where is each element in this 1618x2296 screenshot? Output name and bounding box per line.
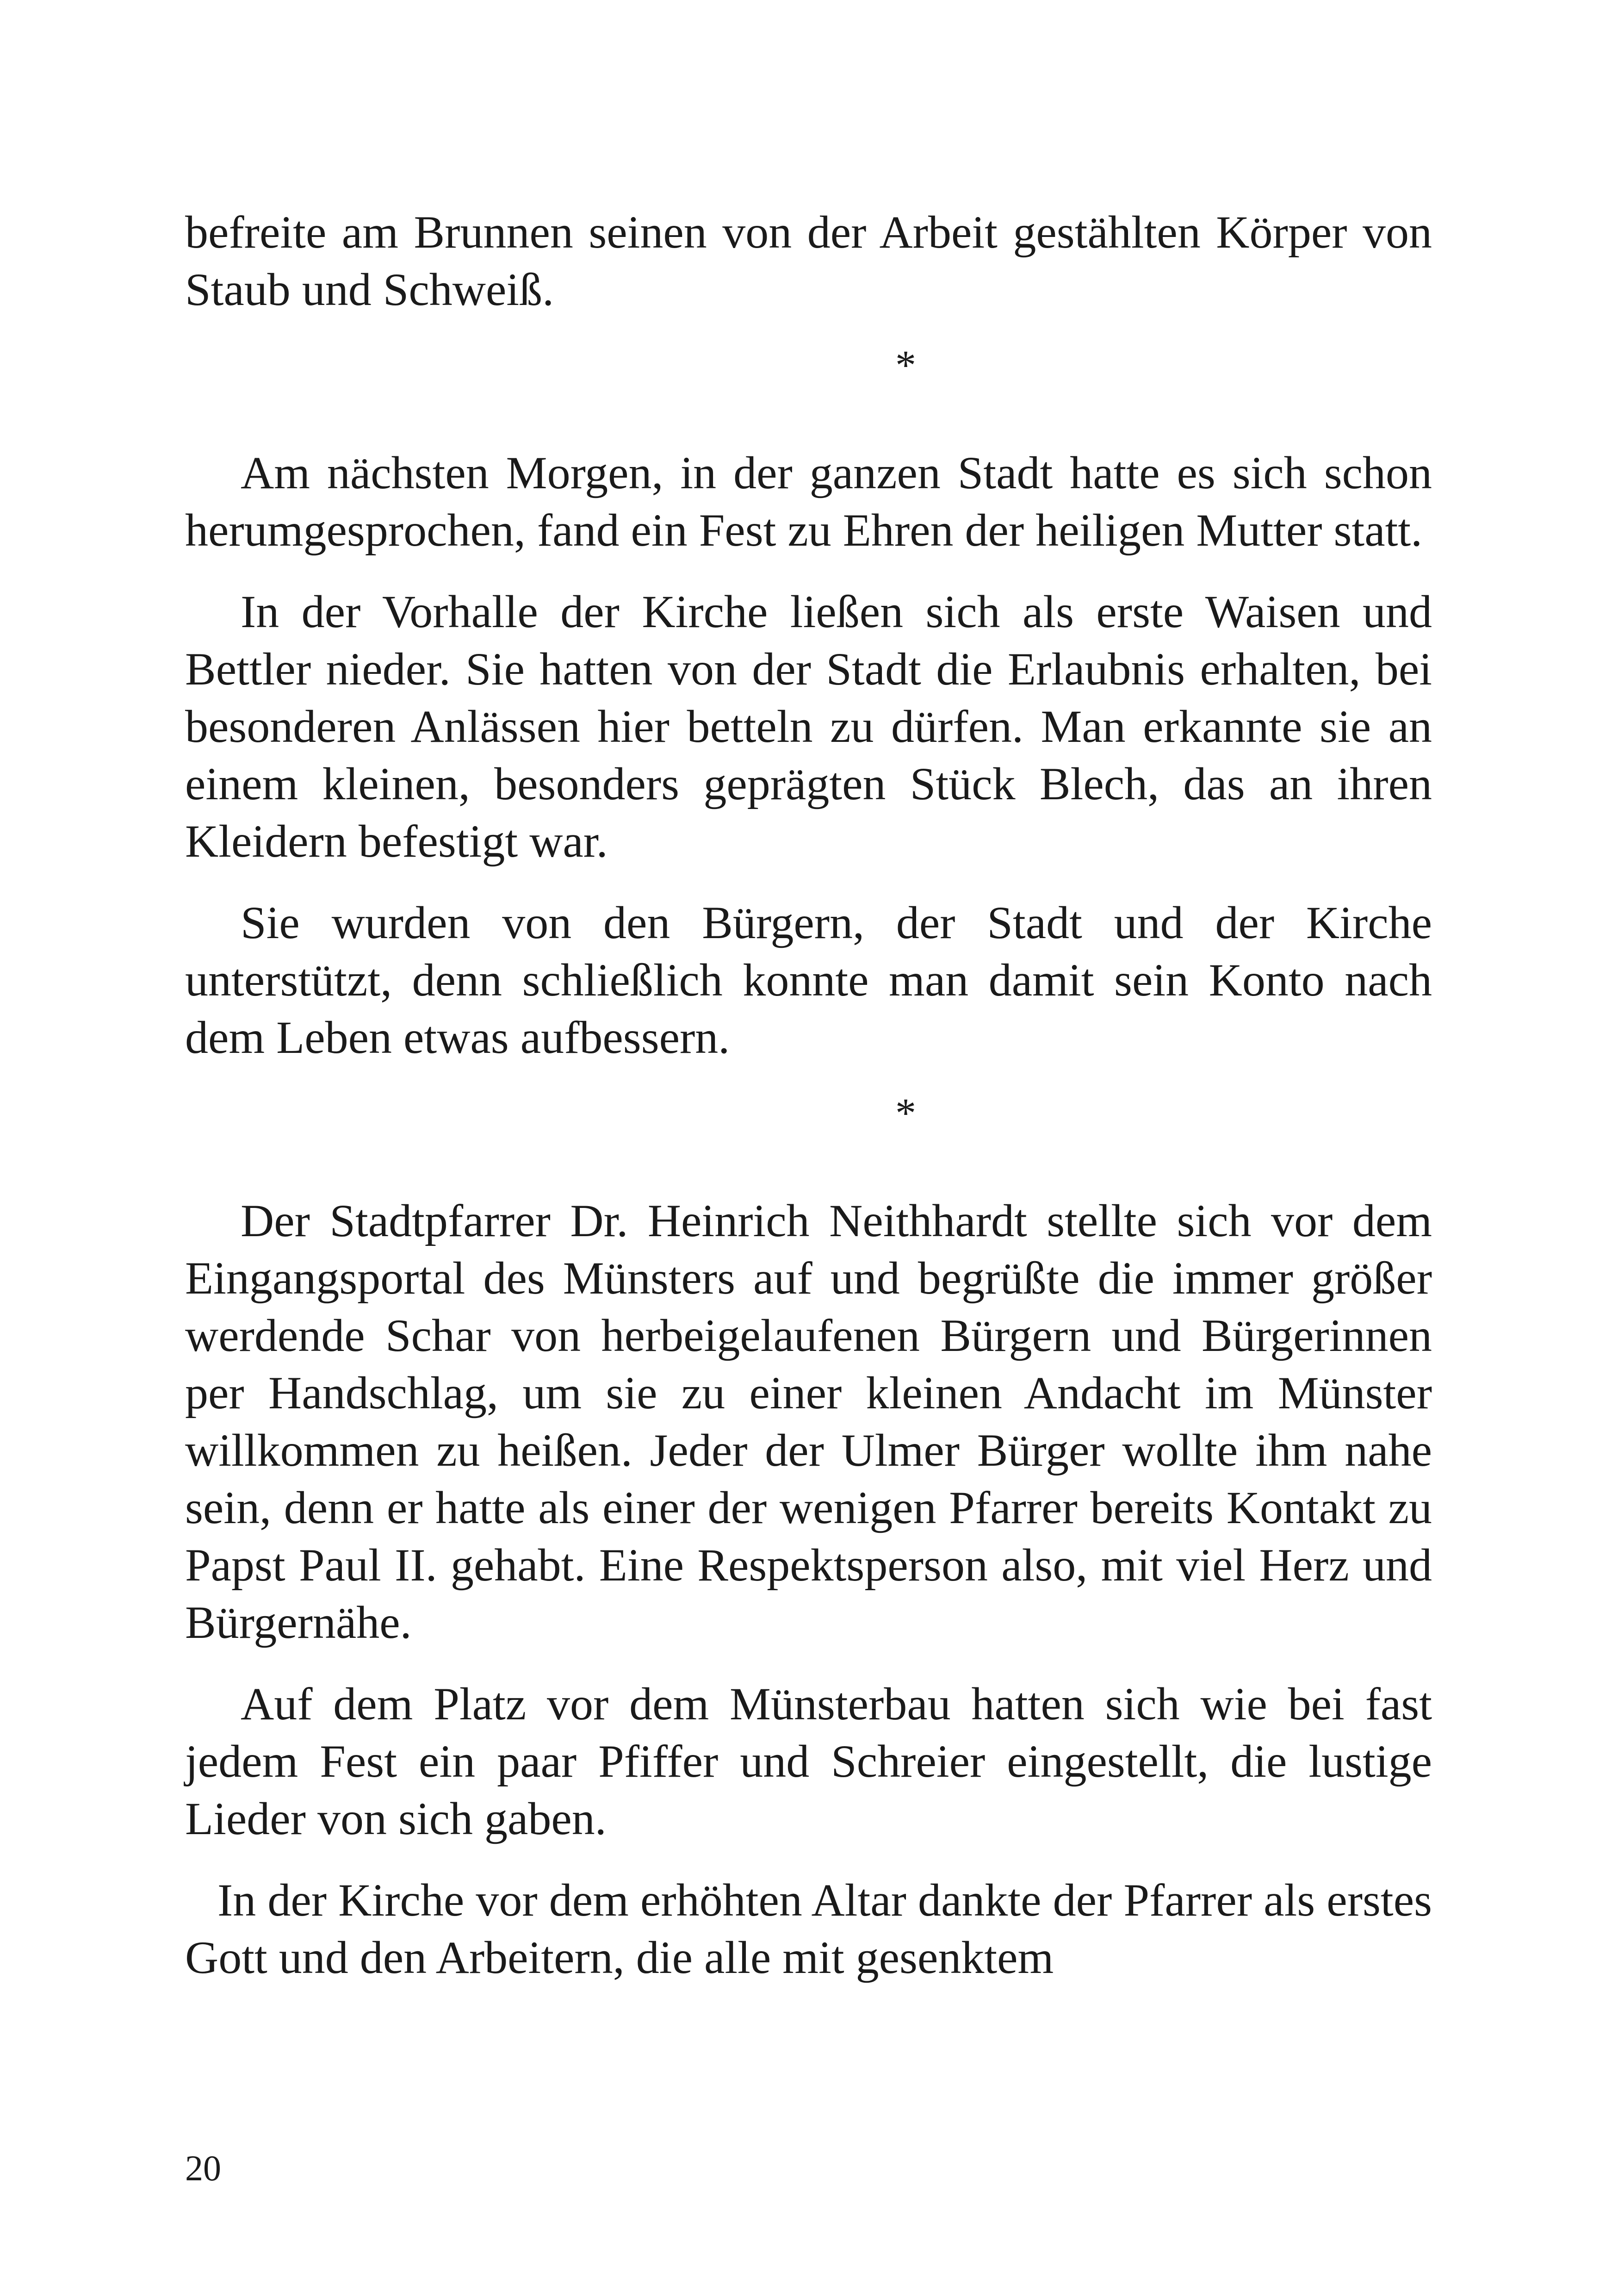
paragraph-4: Sie wurden von den Bürgern, der Stadt und der Kirche unterstützt, denn schließlich konnte man damit sein Konto nach dem Leben etwas aufbessern. <box>185 897 1432 1063</box>
body-text <box>185 204 1432 2010</box>
paragraph-6: Auf dem Platz vor dem Münsterbau hatten sich wie bei fast jedem Fest ein paar Pfiffer und Schreier eingestellt, die lustige Lieder von sich gaben. <box>185 1678 1432 1844</box>
paragraph-2: Am nächsten Morgen, in der ganzen Stadt hatte es sich schon herumgesprochen, fand ein Fest zu Ehren der heiligen Mutter statt. <box>185 447 1432 556</box>
section-separator-2: * <box>895 1090 916 1136</box>
paragraph-3: In der Vorhalle der Kirche ließen sich als erste Waisen und Bettler nieder. Sie hatten von der Stadt die Erlaubnis erhalten, bei besonderen Anlässen hier betteln zu dürfen. Man erkannte sie an einem kleinen, besonders geprägten Stück Blech, das an ihren Kleidern befestigt war. <box>185 586 1432 867</box>
section-separator-1: * <box>895 342 916 388</box>
paragraph-5: Der Stadtpfarrer Dr. Heinrich Neithhardt stellte sich vor dem Eingangsportal des Münsters auf und begrüßte die immer größer werdende Schar von herbeigelaufenen Bürgern und Bürgerinnen per Handschlag, um sie zu einer kleinen Andacht im Münster willkommen zu heißen. Jeder der Ulmer Bürger wollte ihm nahe sein, denn er hatte als einer der wenigen Pfarrer bereits Kontakt zu Papst Paul II. gehabt. Eine Respektsperson also, mit viel Herz und Bürgernähe. <box>185 1195 1432 1648</box>
paragraph-1: befreite am Brunnen seinen von der Arbeit gestählten Körper von Staub und Schweiß. <box>185 206 1432 315</box>
paragraph-7: In der Kirche vor dem erhöhten Altar dankte der Pfarrer als erstes Gott und den Arbeitern, die alle mit gesenktem <box>185 1874 1432 1983</box>
page-number: 20 <box>185 2148 221 2188</box>
